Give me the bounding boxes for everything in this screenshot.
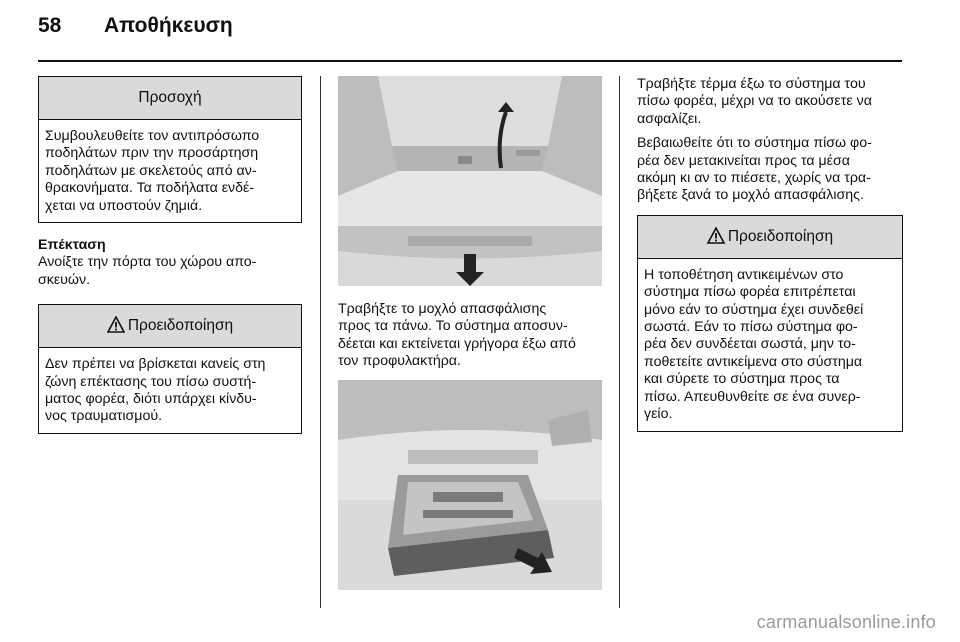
instruction-line: Τραβήξτε το μοχλό απασφάλισης xyxy=(338,301,547,317)
paragraph1-line: Τραβήξτε τέρμα έξω το σύστημα του xyxy=(637,76,866,92)
paragraph2-line: ακόμη κι αν το πιέσετε, χωρίς να τρα- xyxy=(637,170,871,187)
warning-box-header xyxy=(39,305,301,348)
extension-heading: Επέκταση xyxy=(38,237,106,254)
warning-triangle-icon xyxy=(107,308,125,350)
extension-text-line: σκευών. xyxy=(38,271,91,288)
caution-line: Συμβουλευθείτε τον αντιπρόσωπο xyxy=(45,128,260,144)
caution-box-title: Προσοχή xyxy=(39,77,301,120)
middle-column-text xyxy=(338,301,608,371)
illustration-extended-carrier xyxy=(338,380,602,590)
warning-box-right xyxy=(637,215,903,432)
warning-line: ζώνη επέκτασης του πίσω συστή- xyxy=(45,373,257,390)
warning-line: Η τοποθέτηση αντικειμένων στο xyxy=(644,266,844,283)
instruction-line: τον προφυλακτήρα. xyxy=(338,353,461,370)
watermark: carmanualsonline.info xyxy=(756,612,936,632)
instruction-line: δέεται και εκτείνεται γρήγορα έξω από xyxy=(338,335,576,352)
warning-box-left xyxy=(38,304,302,434)
header-rule xyxy=(38,60,902,62)
caution-line: ποδηλάτων πριν την προσάρτηση xyxy=(45,145,259,162)
extension-text-line: Ανοίξτε την πόρτα του χώρου απο- xyxy=(38,254,257,271)
section-title: Αποθήκευση xyxy=(104,14,233,37)
warning-box-body xyxy=(39,348,301,433)
paragraph2-line: Βεβαιωθείτε ότι το σύστημα πίσω φο- xyxy=(637,135,872,152)
caution-box-body xyxy=(39,120,301,222)
caution-line: χεται να υποστούν ζημιά. xyxy=(45,197,203,214)
caution-line: θρακονήματα. Τα ποδήλατα ενδέ- xyxy=(45,180,255,197)
warning-line: ρέα δεν συνδέεται σωστά, μην το- xyxy=(644,336,856,353)
column-divider-left xyxy=(320,76,321,608)
paragraph1-line: ασφαλίζει. xyxy=(637,110,702,127)
warning-box-header xyxy=(638,216,902,259)
right-column xyxy=(637,76,903,432)
warning-box-title: Προειδοποίηση xyxy=(727,227,834,245)
warning-box-title: Προειδοποίηση xyxy=(127,317,234,335)
warning-triangle-icon xyxy=(707,219,725,261)
warning-line: Δεν πρέπει να βρίσκεται κανείς στη xyxy=(45,356,266,373)
warning-line: γείο. xyxy=(644,406,673,423)
warning-line: ματος φορέα, διότι υπάρχει κίνδυ- xyxy=(45,391,257,408)
paragraph1-line: πίσω φορέα, μέχρι να το ακούσετε να xyxy=(637,93,872,110)
warning-line: πίσω. Απευθυνθείτε σε ένα συνερ- xyxy=(644,388,861,405)
caution-box xyxy=(38,76,302,223)
paragraph2-line: βήξετε ξανά το μοχλό απασφάλισης. xyxy=(637,187,864,204)
warning-line: ποθετείτε αντικείμενα στο σύστημα xyxy=(644,353,863,370)
left-column xyxy=(38,76,302,434)
warning-line: σωστά. Εάν το πίσω σύστημα φο- xyxy=(644,319,858,336)
paragraph2-line: ρέα δεν μετακινείται προς τα μέσα xyxy=(637,152,850,169)
illustration-release-lever xyxy=(338,76,602,286)
page-number: 58 xyxy=(38,14,62,37)
warning-line: νος τραυματισμού. xyxy=(45,408,163,425)
warning-line: και σύρετε το σύστημα προς τα xyxy=(644,371,840,388)
caution-line: ποδηλάτων με σκελετούς από αν- xyxy=(45,162,257,179)
warning-line: μόνο εάν το σύστημα έχει συνδεθεί xyxy=(644,301,864,318)
warning-box-body xyxy=(638,259,902,431)
page-header xyxy=(38,14,233,38)
warning-line: σύστημα πίσω φορέα επιτρέπεται xyxy=(644,284,856,301)
column-divider-right xyxy=(619,76,620,608)
instruction-line: προς τα πάνω. Το σύστημα αποσυν- xyxy=(338,318,568,335)
